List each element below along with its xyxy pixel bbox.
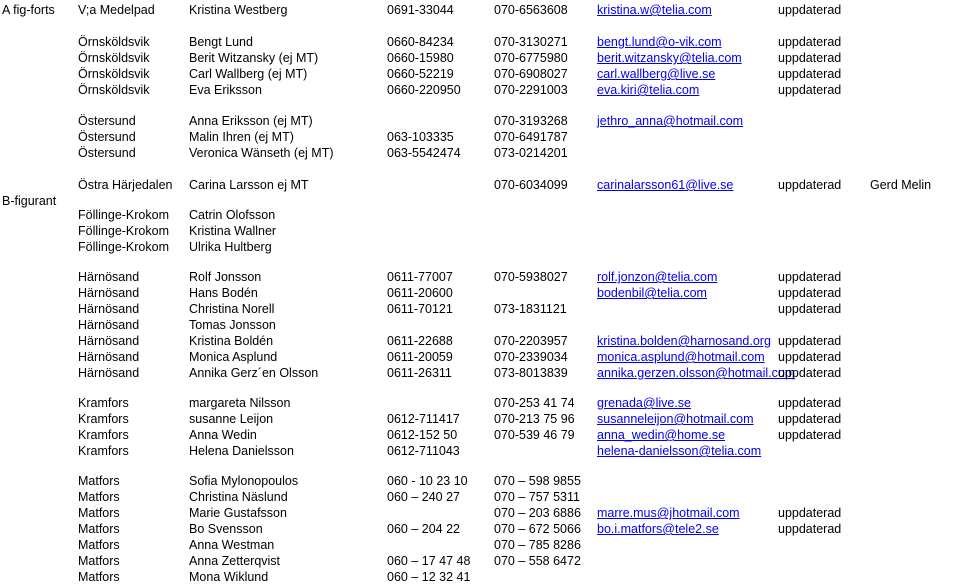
status-cell: uppdaterad — [778, 522, 842, 536]
email-link[interactable]: anna_wedin@home.se — [597, 428, 726, 442]
name-cell: Christina Norell — [189, 302, 275, 316]
location-cell: Örnsköldsvik — [78, 35, 150, 49]
name-cell: Veronica Wänseth (ej MT) — [189, 146, 334, 160]
phone-cell: 060 – 240 27 — [387, 490, 460, 504]
location-cell: Östersund — [78, 130, 136, 144]
location-cell: Matfors — [78, 474, 120, 488]
name-cell: Rolf Jonsson — [189, 270, 262, 284]
name-cell: Carl Wallberg (ej MT) — [189, 67, 308, 81]
status-cell: uppdaterad — [778, 83, 842, 97]
status-cell: uppdaterad — [778, 350, 842, 364]
location-cell: Matfors — [78, 506, 120, 520]
name-cell: Kristina Westberg — [189, 3, 288, 17]
name-cell: Kristina Boldén — [189, 334, 274, 348]
name-cell: Eva Eriksson — [189, 83, 262, 97]
mobile-cell: 073-0214201 — [494, 146, 568, 160]
mobile-cell: 070-539 46 79 — [494, 428, 575, 442]
location-cell: Matfors — [78, 490, 120, 504]
table-row — [0, 2, 960, 18]
table-row — [0, 333, 960, 349]
mobile-cell: 070 – 203 6886 — [494, 506, 581, 520]
table-row — [0, 177, 960, 193]
table-row — [0, 129, 960, 145]
location-cell: Härnösand — [78, 366, 140, 380]
email-link[interactable]: jethro_anna@hotmail.com — [597, 114, 744, 128]
mobile-cell: 070-2203957 — [494, 334, 568, 348]
name-cell: Tomas Jonsson — [189, 318, 276, 332]
table-row — [0, 145, 960, 161]
location-cell: Härnösand — [78, 270, 140, 284]
table-row — [0, 521, 960, 537]
name-cell: Bo Svensson — [189, 522, 263, 536]
email-link[interactable]: susanneleijon@hotmail.com — [597, 412, 754, 426]
status-cell: uppdaterad — [778, 51, 842, 65]
email-link[interactable]: bodenbil@telia.com — [597, 286, 707, 300]
name-cell: margareta Nilsson — [189, 396, 291, 410]
location-cell: Föllinge-Krokom — [78, 224, 170, 238]
mobile-cell: 073-1831121 — [494, 302, 567, 316]
location-cell: Östersund — [78, 146, 136, 160]
email-link[interactable]: eva.kiri@telia.com — [597, 83, 700, 97]
table-row — [0, 34, 960, 50]
location-cell: Kramfors — [78, 444, 129, 458]
name-cell: Anna Eriksson (ej MT) — [189, 114, 313, 128]
email-link[interactable]: carl.wallberg@live.se — [597, 67, 716, 81]
mobile-cell: 070-5938027 — [494, 270, 568, 284]
location-cell: Matfors — [78, 570, 120, 584]
name-cell: Bengt Lund — [189, 35, 253, 49]
status-cell: uppdaterad — [778, 506, 842, 520]
email-link[interactable]: bo.i.matfors@tele2.se — [597, 522, 719, 536]
email-link[interactable]: annika.gerzen.olsson@hotmail.com — [597, 366, 796, 380]
email-link[interactable]: berit.witzansky@telia.com — [597, 51, 742, 65]
status-cell: uppdaterad — [778, 178, 842, 192]
mobile-cell: 073-8013839 — [494, 366, 568, 380]
name-cell: Monica Asplund — [189, 350, 278, 364]
mobile-cell: 070 – 785 8286 — [494, 538, 581, 552]
phone-cell: 063-5542474 — [387, 146, 461, 160]
mobile-cell: 070-3130271 — [494, 35, 568, 49]
phone-cell: 0691-33044 — [387, 3, 454, 17]
mobile-cell: 070-6034099 — [494, 178, 568, 192]
email-link[interactable]: kristina.w@telia.com — [597, 3, 712, 17]
status-cell: uppdaterad — [778, 366, 842, 380]
b-figurant-label: B-figurant — [2, 194, 57, 208]
name-cell: Malin Ihren (ej MT) — [189, 130, 294, 144]
table-row — [0, 301, 960, 317]
email-link[interactable]: kristina.bolden@harnosand.org — [597, 334, 771, 348]
mobile-cell: 070-6491787 — [494, 130, 568, 144]
mobile-cell: 070 – 672 5066 — [494, 522, 581, 536]
location-cell: V;a Medelpad — [78, 3, 155, 17]
location-cell: Kramfors — [78, 396, 129, 410]
email-link[interactable]: rolf.jonzon@telia.com — [597, 270, 718, 284]
table-row — [0, 113, 960, 129]
phone-cell: 060 – 12 32 41 — [387, 570, 471, 584]
email-link[interactable]: marre.mus@jhotmail.com — [597, 506, 740, 520]
phone-cell: 060 – 17 47 48 — [387, 554, 471, 568]
name-cell: Carina Larsson ej MT — [189, 178, 309, 192]
mobile-cell: 070-253 41 74 — [494, 396, 575, 410]
location-cell: Kramfors — [78, 412, 129, 426]
mobile-cell: 070-2339034 — [494, 350, 568, 364]
status-cell: uppdaterad — [778, 302, 842, 316]
mobile-cell: 070-6563608 — [494, 3, 568, 17]
email-link[interactable]: helena-danielsson@telia.com — [597, 444, 762, 458]
location-cell: Föllinge-Krokom — [78, 240, 170, 254]
table-row — [0, 553, 960, 569]
name-cell: Annika Gerz´en Olsson — [189, 366, 319, 380]
location-cell: Härnösand — [78, 350, 140, 364]
location-cell: Härnösand — [78, 334, 140, 348]
location-cell: Örnsköldsvik — [78, 51, 150, 65]
name-cell: Ulrika Hultberg — [189, 240, 272, 254]
name-cell: Catrin Olofsson — [189, 208, 276, 222]
table-row — [0, 285, 960, 301]
name-cell: Sofia Mylonopoulos — [189, 474, 299, 488]
name-cell: Hans Bodén — [189, 286, 258, 300]
phone-cell: 0612-152 50 — [387, 428, 458, 442]
location-cell: Örnsköldsvik — [78, 67, 150, 81]
table-row — [0, 269, 960, 285]
name-cell: Anna Zetterqvist — [189, 554, 281, 568]
location-cell: Östersund — [78, 114, 136, 128]
location-cell: Härnösand — [78, 302, 140, 316]
table-row — [0, 50, 960, 66]
location-cell: Matfors — [78, 538, 120, 552]
phone-cell: 0612-711417 — [387, 412, 460, 426]
mobile-cell: 070 – 558 6472 — [494, 554, 581, 568]
location-cell: Föllinge-Krokom — [78, 208, 170, 222]
note-cell: Gerd Melin — [870, 178, 932, 192]
name-cell: Berit Witzansky (ej MT) — [189, 51, 319, 65]
table-row — [0, 427, 960, 443]
mobile-cell: 070-3193268 — [494, 114, 568, 128]
table-row — [0, 365, 960, 381]
phone-cell: 0611-20600 — [387, 286, 453, 300]
phone-cell: 060 – 204 22 — [387, 522, 460, 536]
location-cell: Härnösand — [78, 318, 140, 332]
mobile-cell: 070 – 757 5311 — [494, 490, 580, 504]
phone-cell: 0611-22688 — [387, 334, 453, 348]
phone-cell: 063-103335 — [387, 130, 454, 144]
name-cell: Marie Gustafsson — [189, 506, 287, 520]
table-row — [0, 239, 960, 255]
phone-cell: 0660-52219 — [387, 67, 454, 81]
phone-cell: 060 - 10 23 10 — [387, 474, 468, 488]
status-cell: uppdaterad — [778, 3, 842, 17]
location-cell: Matfors — [78, 522, 120, 536]
status-cell: uppdaterad — [778, 334, 842, 348]
name-cell: Christina Näslund — [189, 490, 288, 504]
table-row — [0, 505, 960, 521]
table-row — [0, 317, 960, 333]
status-cell: uppdaterad — [778, 396, 842, 410]
phone-cell: 0611-20059 — [387, 350, 453, 364]
email-link[interactable]: carinalarsson61@live.se — [597, 178, 734, 192]
name-cell: susanne Leijon — [189, 412, 274, 426]
table-row — [0, 537, 960, 553]
table-row — [0, 443, 960, 459]
phone-cell: 0611-77007 — [387, 270, 453, 284]
phone-cell: 0660-84234 — [387, 35, 454, 49]
name-cell: Anna Westman — [189, 538, 275, 552]
phone-cell: 0660-220950 — [387, 83, 461, 97]
email-link[interactable]: grenada@live.se — [597, 396, 691, 410]
location-cell: Härnösand — [78, 286, 140, 300]
table-row — [0, 569, 960, 585]
status-cell: uppdaterad — [778, 412, 842, 426]
name-cell: Helena Danielsson — [189, 444, 294, 458]
location-cell: Örnsköldsvik — [78, 83, 150, 97]
email-link[interactable]: monica.asplund@hotmail.com — [597, 350, 765, 364]
table-row — [0, 82, 960, 98]
table-row — [0, 349, 960, 365]
status-cell: uppdaterad — [778, 67, 842, 81]
phone-cell: 0611-26311 — [387, 366, 452, 380]
mobile-cell: 070-213 75 96 — [494, 412, 575, 426]
location-cell: Matfors — [78, 554, 120, 568]
phone-cell: 0612-711043 — [387, 444, 460, 458]
location-cell: Kramfors — [78, 428, 129, 442]
mobile-cell: 070-6775980 — [494, 51, 568, 65]
location-cell: Östra Härjedalen — [78, 178, 173, 192]
email-link[interactable]: bengt.lund@o-vik.com — [597, 35, 722, 49]
table-row — [0, 66, 960, 82]
phone-cell: 0660-15980 — [387, 51, 454, 65]
phone-cell: 0611-70121 — [387, 302, 453, 316]
mobile-cell: 070 – 598 9855 — [494, 474, 581, 488]
table-row — [0, 223, 960, 239]
group-label: A fig-forts — [2, 3, 55, 17]
name-cell: Mona Wiklund — [189, 570, 269, 584]
table-row — [0, 489, 960, 505]
status-cell: uppdaterad — [778, 428, 842, 442]
table-row — [0, 207, 960, 223]
mobile-cell: 070-2291003 — [494, 83, 568, 97]
table-row — [0, 411, 960, 427]
table-row — [0, 395, 960, 411]
status-cell: uppdaterad — [778, 270, 842, 284]
name-cell: Kristina Wallner — [189, 224, 277, 238]
table-row — [0, 473, 960, 489]
status-cell: uppdaterad — [778, 35, 842, 49]
mobile-cell: 070-6908027 — [494, 67, 568, 81]
status-cell: uppdaterad — [778, 286, 842, 300]
name-cell: Anna Wedin — [189, 428, 257, 442]
